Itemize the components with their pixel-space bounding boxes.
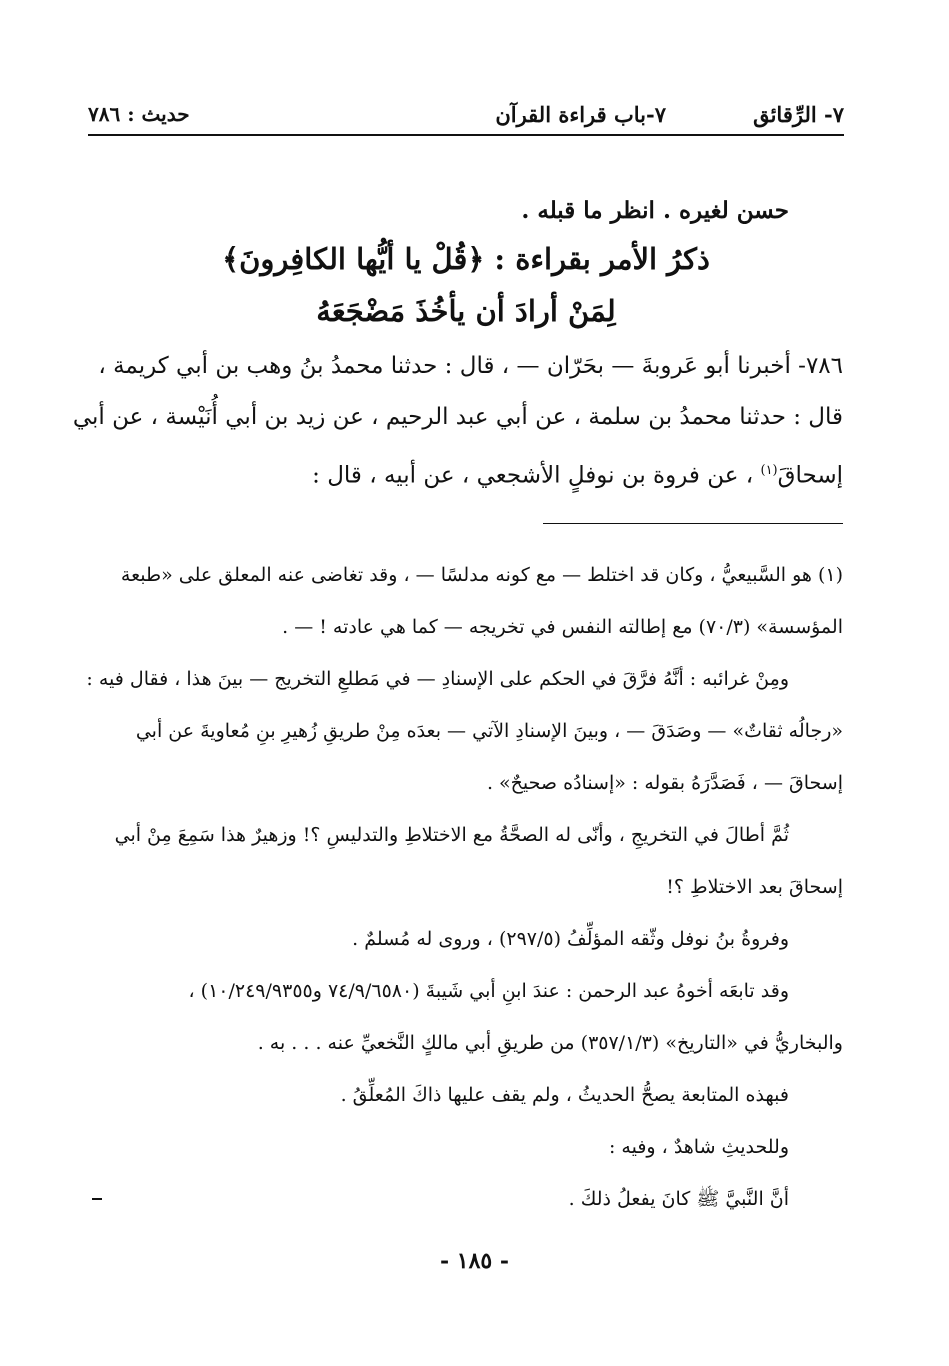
hadith-number-label: حديث : ٧٨٦ (88, 102, 190, 126)
footnote-line-11: فبهذه المتابعة يصحُّ الحديثُ ، ولم يقف عليها ذاكَ المُعلِّقُ . (340, 1084, 789, 1106)
running-header (88, 96, 844, 136)
footnote-line-6: ثُمَّ أطالَ في التخريجِ ، وأنّى له الصحَّةُ مع الاختلاطِ والتدليسِ ؟! وزهيرٌ هذا سَمِعَ مِنْ أبي (114, 824, 789, 846)
chapter-heading-line-1: ذكرُ الأمر بقراءة : ﴿قُلْ يا أيُّها الكافِرونَ﴾ (222, 242, 710, 276)
footnote-line-3: ومِنْ غرائبه : أنَّهُ فرَّقَ في الحكم على الإسنادِ — في مَطلعِ التخريج — بينَ هذا ، فقال فيه : (86, 668, 789, 690)
hadith-line-1: ٧٨٦- أخبرنا أبو عَروبةَ — بحَرّان — ، قال : حدثنا محمدُ بنُ وهب بن أبي كريمة ، (98, 353, 843, 379)
previous-hadith-grading: حسن لغيره . انظر ما قبله . (521, 197, 789, 224)
footnote-line-1: (١) هو السَّبيعيُّ ، وكان قد اختلط — مع كونه مدلسًا — ، وقد تغاضى عنه المعلق على «طبعة (120, 564, 843, 586)
footnote-line-9: وقد تابعَه أخوهُ عبد الرحمن : عندَ ابنِ أبي شَيبةَ (٧٤/٩/٦٥٨٠ و١٠/٢٤٩/٩٣٥٥) ، (188, 980, 789, 1002)
footnote-line-5: إسحاقَ — ، فَصَدَّرَهُ بقوله : «إسنادُه صحيحٌ» . (486, 772, 843, 794)
footnote-line-8: وفروةُ بنُ نوفل وثّقه المؤلِّفُ (٢٩٧/٥) ، وروى له مُسلمٌ . (352, 928, 789, 950)
page-number: - ١٨٥ - (439, 1248, 510, 1274)
footnote-marker: (١) (760, 463, 778, 478)
footnote-line-4: «رجالُه ثقاتٌ» — وصَدَقَ — ، وبينَ الإسنادِ الآتي — بعدَه مِنْ طريقِ زُهيرِ بنِ مُعاويةَ عن أبي (135, 720, 843, 742)
section-title: ٧-باب قراءة القرآن (495, 102, 666, 127)
chapter-heading-line-2: لِمَنْ أرادَ أن يأخُذَ مَضْجَعَهُ (316, 294, 616, 328)
chapter-title: ٧- الرِّقائق (753, 102, 844, 127)
hadith-line-3 (87, 455, 843, 492)
hadith-line-2: قال : حدثنا محمدُ بن سلمة ، عن أبي عبد الرحيم ، عن زيد بن أبي أُنَيْسة ، عن أبي (72, 404, 843, 430)
footnote-line-2: المؤسسة» (٧٠/٣) مع إطالته النفس في تخريجه — كما هي عادته ! — . (282, 616, 843, 638)
footnote-line-13: أنَّ النَّبيَّ ﷺ كانَ يفعلُ ذلكَ . (568, 1188, 789, 1210)
footnote-line-7: إسحاقَ بعد الاختلاطِ ؟! (666, 876, 843, 898)
footnote-separator (543, 523, 843, 524)
continuation-mark (92, 1198, 102, 1200)
header-rule (88, 134, 844, 136)
footnote-line-10: والبخاريُّ في «التاريخ» (٣٥٧/١/٣) من طريقِ أبي مالكٍ النَّخعيِّ عنه . . . به . (257, 1032, 843, 1054)
hadith-narrator-ishaq: إسحاقَ (777, 462, 843, 489)
footnote-line-12: وللحديثِ شاهدٌ ، وفيه : (608, 1136, 789, 1158)
hadith-line-3-rest: ، عن فروة بن نوفلٍ الأشجعي ، عن أبيه ، قال : (312, 462, 754, 489)
